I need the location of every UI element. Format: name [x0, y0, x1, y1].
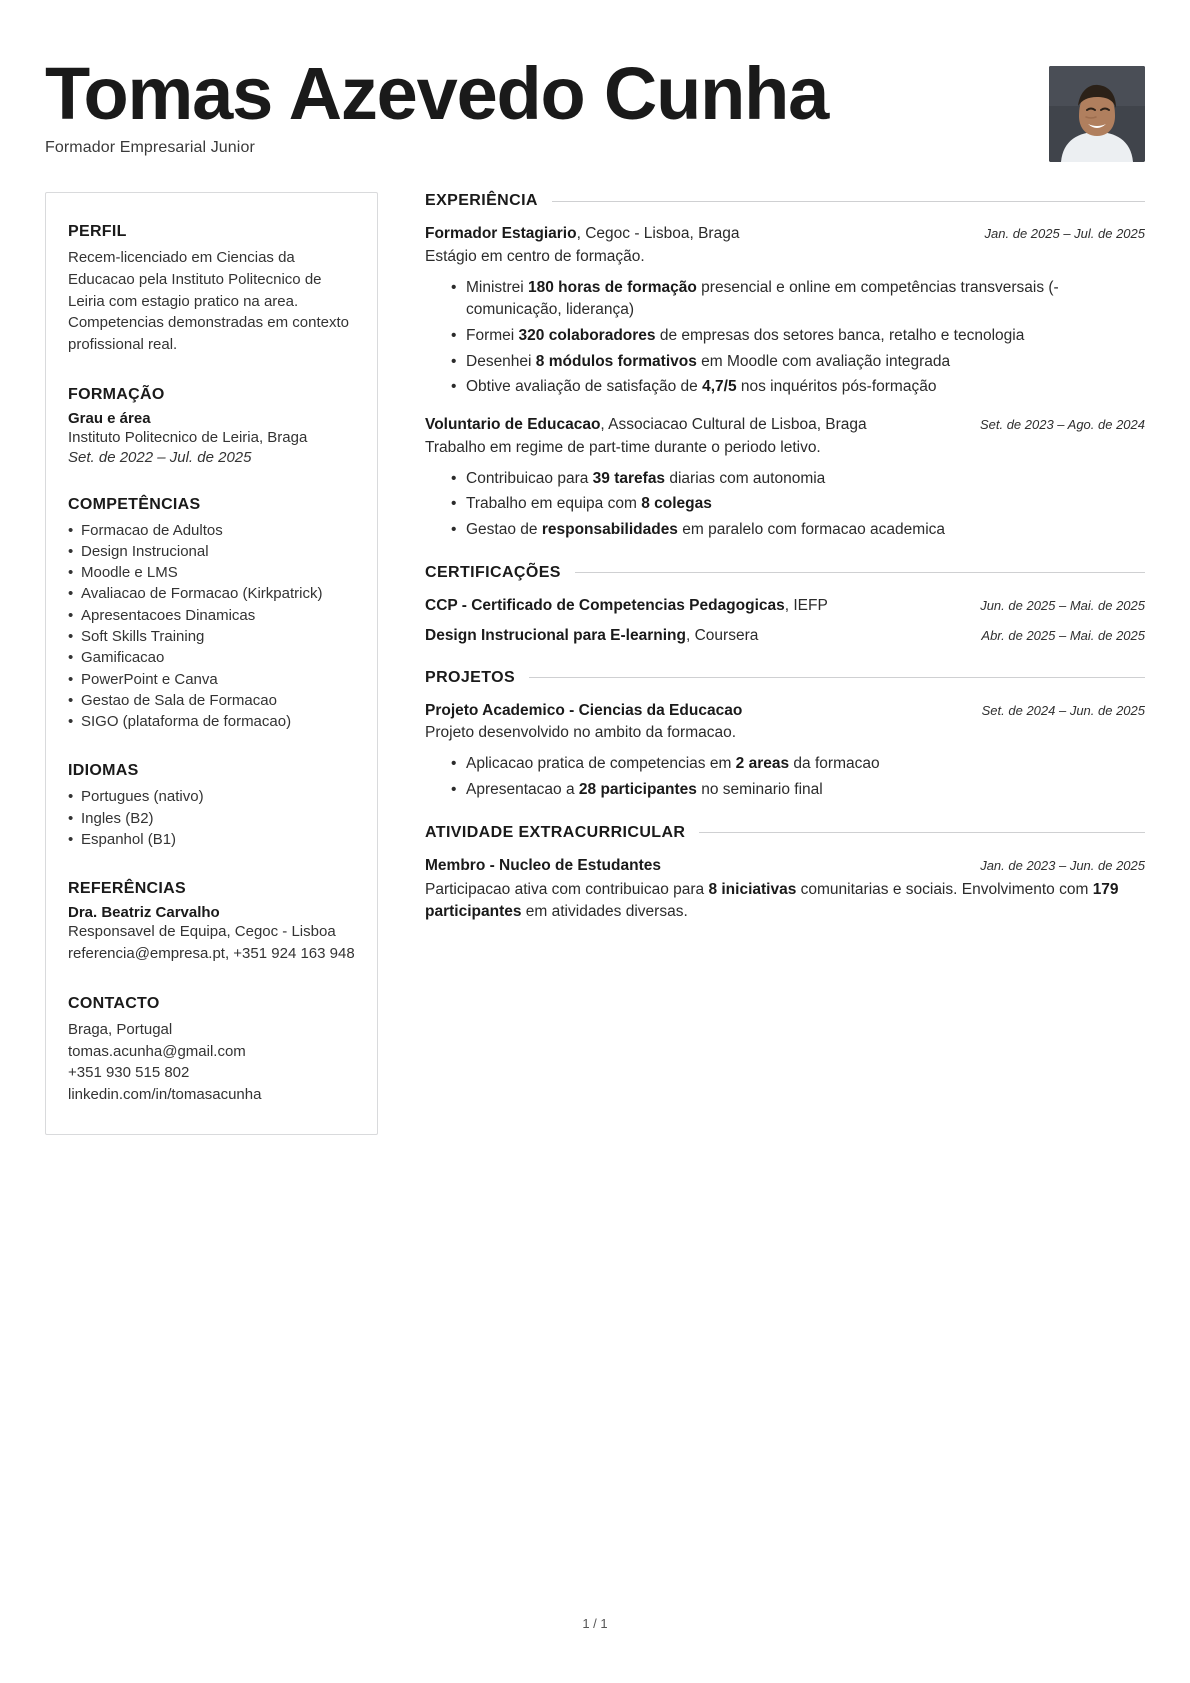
contact-linkedin[interactable]: linkedin.com/in/tomasacunha [68, 1086, 262, 1104]
certification-name: CCP - Certificado de Competencias Pedagogicas [425, 596, 785, 614]
bullet-post: diarias com autonomia [665, 469, 826, 487]
entry-title [425, 415, 867, 436]
skills-list [68, 520, 355, 733]
bullet-pre: Desenhei [466, 352, 536, 370]
bullet-highlight: responsabilidades [541, 521, 678, 539]
sidebar-heading-competencias: COMPETÊNCIAS [68, 495, 201, 513]
page-title: Tomas Azevedo Cunha [45, 52, 829, 135]
list-item [451, 325, 1145, 348]
list-item: • Gestao de Sala de Formacao [68, 690, 355, 711]
list-item [451, 493, 1145, 516]
sidebar-heading-referencias: REFERÊNCIAS [68, 880, 186, 898]
entry-description: Projeto desenvolvido no ambito da formacao. [425, 724, 737, 742]
certification-entry [425, 626, 1145, 647]
section-title-experiencia: EXPERIÊNCIA [425, 192, 538, 209]
section-certificacoes [425, 564, 1145, 647]
entry-date: Jan. de 2023 – Jun. de 2025 [980, 857, 1145, 873]
section-header [425, 824, 1145, 842]
project-name: Projeto Academico - Ciencias da Educacao [425, 701, 743, 719]
section-extracurricular [425, 824, 1145, 923]
entry-description: Trabalho em regime de part-time durante o periodo letivo. [425, 438, 821, 456]
section-divider [575, 572, 1145, 573]
entry-title [425, 626, 758, 647]
bullet-post: em paralelo com formacao academica [677, 521, 946, 539]
certification-name: Design Instrucional para E-learning [425, 626, 686, 644]
bullet-highlight: 8 colegas [641, 495, 712, 513]
entry-bullets [425, 277, 1145, 399]
entry-description: Estágio em centro de formação. [425, 247, 645, 265]
list-item [451, 376, 1145, 399]
entry-role: Formador Estagiario [425, 225, 577, 242]
bullet-post: de empresas dos setores banca, retalho e tecnologia [655, 327, 1025, 345]
bullet-pre: Trabalho em equipa com [466, 495, 642, 513]
entry-bullets [425, 753, 1145, 801]
list-item [451, 519, 1145, 542]
sidebar-section-contacto [68, 995, 355, 1106]
bullet-highlight: 320 colaboradores [518, 327, 656, 345]
section-header [425, 192, 1145, 210]
resume-header [0, 0, 1190, 162]
bullet-highlight: 4,7/5 [702, 378, 737, 396]
section-divider [529, 677, 1145, 678]
section-experiencia [425, 192, 1145, 542]
entry-header [425, 626, 1145, 647]
avatar [1049, 66, 1145, 162]
certification-issuer: , Coursera [685, 626, 759, 644]
entry-date: Abr. de 2025 – Mai. de 2025 [981, 627, 1145, 643]
list-item [451, 351, 1145, 374]
entry-date: Set. de 2023 – Ago. de 2024 [979, 416, 1145, 432]
portrait-photo-icon [1049, 66, 1145, 162]
experience-entry [425, 224, 1145, 399]
main-column [378, 192, 1145, 945]
entry-date: Jun. de 2025 – Mai. de 2025 [980, 597, 1145, 613]
contact-email[interactable]: tomas.acunha@gmail.com [68, 1042, 246, 1060]
bullet-pre: Ministrei [466, 278, 529, 296]
section-title-extracurricular: ATIVIDADE EXTRACURRICULAR [425, 823, 686, 841]
sidebar-section-perfil [68, 223, 355, 356]
entry-company: , Cegoc - Lisboa, Braga [576, 225, 740, 242]
sidebar-section-formacao [68, 386, 355, 466]
experience-entry [425, 415, 1145, 542]
bullet-highlight: 8 módulos formativos [535, 352, 697, 370]
activity-description [425, 879, 1145, 923]
certification-entry [425, 596, 1145, 617]
entry-header [425, 856, 1145, 877]
education-school: Instituto Politecnico de Leiria, Braga [68, 428, 308, 446]
bullet-pre: Aplicacao pratica de competencias em [466, 755, 736, 773]
bullet-pre: Obtive avaliação de satisfação de [466, 378, 703, 396]
bullet-pre: Contribuicao para [466, 469, 593, 487]
entry-date: Set. de 2024 – Jun. de 2025 [981, 702, 1145, 718]
education-degree: Grau e área [68, 409, 151, 427]
activity-name: Membro - Nucleo de Estudantes [425, 856, 661, 874]
contact-location: Braga, Portugal [68, 1020, 173, 1038]
section-header [425, 669, 1145, 687]
entry-title [425, 224, 739, 245]
body-post: em atividades diversas. [521, 902, 688, 920]
list-item: • Portugues (nativo) [68, 786, 355, 807]
languages-list [68, 786, 355, 850]
list-item [451, 468, 1145, 491]
sidebar [45, 192, 378, 1135]
entry-header [425, 415, 1145, 436]
sidebar-section-competencias [68, 496, 355, 733]
list-item: • Avaliacao de Formacao (Kirkpatrick) [68, 583, 355, 604]
body-highlight: 8 iniciativas [708, 880, 797, 898]
sidebar-heading-formacao: FORMAÇÃO [68, 385, 165, 403]
sidebar-heading-idiomas: IDIOMAS [68, 762, 139, 780]
entry-company: , Associacao Cultural de Lisboa, Braga [600, 415, 867, 433]
reference-contact: referencia@empresa.pt, +351 924 163 948 [68, 945, 355, 963]
bullet-post: no seminario final [696, 781, 823, 798]
entry-header [425, 224, 1145, 245]
education-dates: Set. de 2022 – Jul. de 2025 [68, 448, 252, 466]
bullet-pre: Gestao de [466, 521, 542, 539]
section-title-projetos: PROJETOS [425, 668, 516, 686]
reference-name: Dra. Beatriz Carvalho [68, 904, 220, 922]
list-item: • PowerPoint e Canva [68, 669, 355, 690]
entry-role: Voluntario de Educacao [425, 415, 601, 433]
bullet-post: da formacao [789, 755, 880, 773]
section-divider [552, 201, 1145, 202]
list-item [451, 779, 1145, 802]
body-highlight: 179 participantes [425, 880, 1119, 920]
bullet-highlight: 28 participantes [578, 781, 697, 798]
list-item: • Gamificacao [68, 647, 355, 668]
bullet-post: presencial e online em competências transversais (-comunicação, liderança) [466, 278, 1059, 319]
sidebar-section-idiomas [68, 762, 355, 850]
section-divider [699, 832, 1145, 833]
body-pre: Participacao ativa com contribuicao para [425, 880, 709, 898]
contact-phone: +351 930 515 802 [68, 1064, 190, 1082]
list-item [451, 753, 1145, 776]
entry-title [425, 856, 661, 877]
section-header [425, 564, 1145, 582]
entry-title [425, 701, 742, 722]
list-item: • Espanhol (B1) [68, 829, 355, 850]
list-item: • Apresentacoes Dinamicas [68, 605, 355, 626]
resume-body [0, 192, 1190, 1135]
bullet-highlight: 2 areas [735, 755, 790, 773]
list-item: • Moodle e LMS [68, 562, 355, 583]
list-item: • Ingles (B2) [68, 808, 355, 829]
body-mid: comunitarias e sociais. Envolvimento com [796, 880, 1093, 898]
list-item: • Design Instrucional [68, 541, 355, 562]
list-item: • Formacao de Adultos [68, 520, 355, 541]
bullet-post: nos inquéritos pós-formação [736, 378, 937, 396]
list-item [451, 277, 1145, 322]
list-item: • Soft Skills Training [68, 626, 355, 647]
extracurricular-entry [425, 856, 1145, 923]
project-entry [425, 701, 1145, 802]
bullet-highlight: 39 tarefas [592, 469, 666, 487]
reference-role: Responsavel de Equipa, Cegoc - Lisboa [68, 923, 336, 941]
entry-header [425, 701, 1145, 722]
bullet-pre: Apresentacao a [466, 781, 579, 798]
sidebar-heading-perfil: PERFIL [68, 223, 127, 240]
header-text-block [45, 52, 1049, 157]
sidebar-heading-contacto: CONTACTO [68, 994, 160, 1012]
bullet-pre: Formei [466, 327, 519, 345]
section-projetos [425, 669, 1145, 802]
entry-header [425, 596, 1145, 617]
page-indicator: 1 / 1 [582, 1616, 608, 1631]
bullet-highlight: 180 horas de formação [528, 278, 697, 296]
sidebar-section-referencias [68, 880, 355, 965]
entry-bullets [425, 468, 1145, 542]
list-item: • SIGO (plataforma de formacao) [68, 711, 355, 732]
certification-issuer: , IEFP [784, 596, 828, 614]
job-title: Formador Empresarial Junior [45, 139, 255, 157]
entry-title [425, 596, 828, 617]
perfil-text: Recem-licenciado em Ciencias da Educacao pela Instituto Politecnico de Leiria com estagio pratico na area. Competencias demonstradas em contexto profissional real. [68, 249, 349, 353]
section-title-certificacoes: CERTIFICAÇÕES [425, 563, 561, 581]
entry-date: Jan. de 2025 – Jul. de 2025 [984, 226, 1145, 241]
bullet-post: em Moodle com avaliação integrada [696, 352, 951, 370]
